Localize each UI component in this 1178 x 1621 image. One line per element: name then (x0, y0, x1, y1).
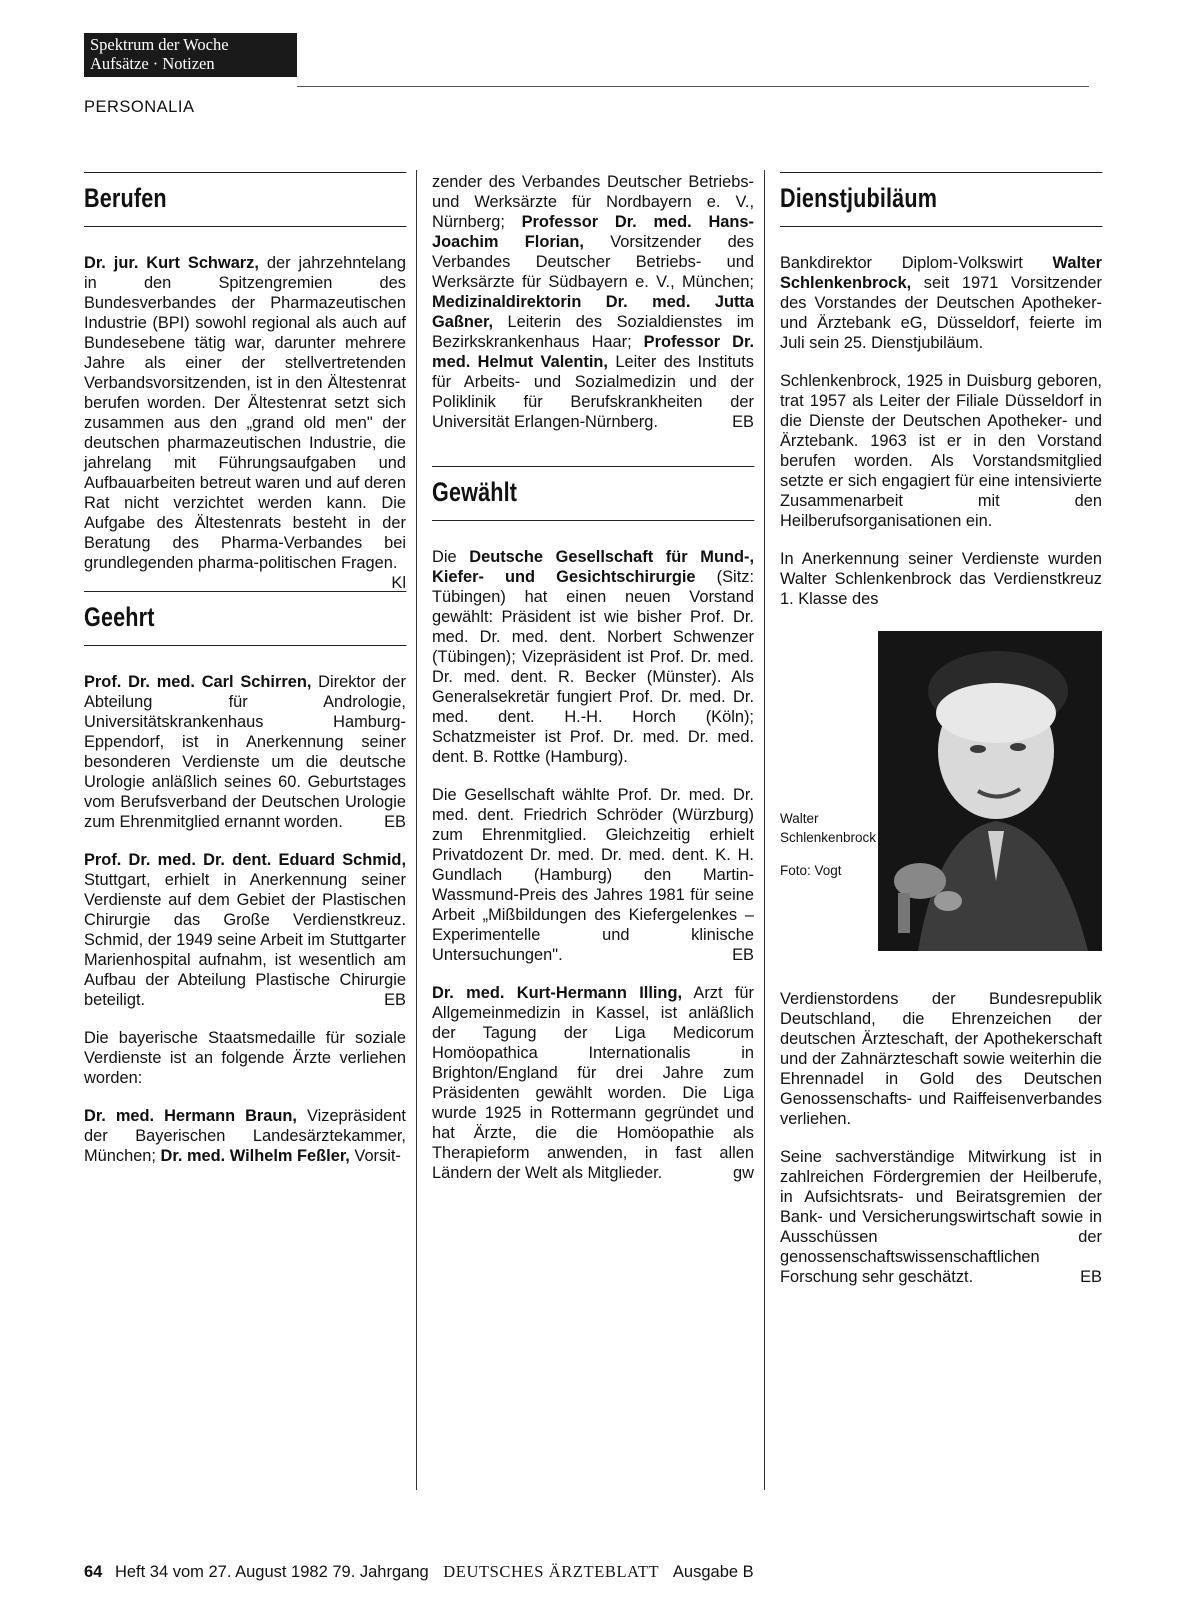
journal-title: DEUTSCHES ÄRZTEBLATT (443, 1562, 660, 1581)
rubric-line-1: Spektrum der Woche (90, 35, 229, 54)
article-text: Vorsitzender des Verbandes Deutscher Betriebs- und Werksärzte für Südbayern e. V., München; (432, 233, 754, 291)
heading-berufen: Berufen (84, 172, 406, 227)
article-illing (432, 983, 754, 1183)
author-sign: Kl (391, 574, 406, 592)
article-text: Die (432, 548, 470, 566)
heading-geehrt: Geehrt (84, 591, 406, 646)
article-schlenkenbrock (780, 253, 1102, 353)
column-divider (416, 170, 417, 1490)
page-number: 64 (84, 1563, 103, 1581)
rubric-box (84, 33, 297, 77)
heading-geehrt-wrap (84, 591, 406, 646)
edition: Ausgabe B (672, 1563, 754, 1581)
author-sign: EB (384, 813, 406, 831)
article-anerkennung: In Anerkennung seiner Verdienste wurden Walter Schlenkenbrock das Verdienstkreuz 1. Klasse des (780, 550, 1102, 608)
heading-gewaehlt: Gewählt (432, 466, 754, 521)
column-3 (780, 172, 1102, 1305)
article-text: Leiterin des Sozialdienstes im Bezirkskrankenhaus Haar; (432, 313, 754, 351)
article-text: Direktor der Abteilung für Andrologie, Universitätskrankenhaus Hamburg-Eppendorf, ist in Anerkennung seiner besonderen Verdienste um die deutsche Urologie anläßlich seines 60. Geburtstages vom Berufsverband der Deutschen Urologie zum Ehrenmitglied ernannt worden. (84, 673, 406, 831)
portrait-block (780, 631, 1102, 971)
column-1 (84, 172, 406, 1184)
article-text: Vizepräsident der Bayerischen Landesärztekammer, München; (84, 1107, 406, 1165)
heading-dienstjubilaeum: Dienstjubiläum (780, 172, 1102, 227)
issue-info: Heft 34 vom 27. August 1982 79. Jahrgang (114, 1563, 429, 1581)
column-divider (764, 170, 765, 1490)
person-name: Dr. med. Wilhelm Feßler, (160, 1147, 350, 1165)
portrait-photo (878, 631, 1102, 951)
heading-gewaehlt-wrap (432, 466, 754, 521)
article-text: (Sitz: Tübingen) hat einen neuen Vorstand gewählt: Präsident ist wie bisher Prof. Dr. med. Dr. med. dent. Norbert Schwenzer (Tübingen); Vizepräsident ist Prof. Dr. med. Dr. med. dent. R. Becker (Münster). Als Generalsekretär fungiert Prof. Dr. med. Dr. med. dent. H.-H. Horch (Köln); Schatzmeister ist Prof. Dr. med. Dr. med. dent. B. Rottke (Hamburg). (432, 568, 754, 766)
heading-dienstjubilaeum-wrap (780, 172, 1102, 227)
article-staatsmedaille: Die bayerische Staatsmedaille für soziale Verdienste ist an folgende Ärzte verliehen worden: (84, 1029, 406, 1087)
page-footer (84, 1562, 754, 1582)
author-sign: EB (732, 413, 754, 431)
person-name: Prof. Dr. med. Dr. dent. Eduard Schmid, (84, 851, 406, 869)
article-text: Vorsit- (349, 1147, 401, 1165)
section-label: PERSONALIA (84, 98, 195, 116)
article-text: seit 1971 Vorsitzender des Vorstandes der Deutschen Apotheker- und Ärztebank eG, Düsseldorf, feierte im Juli sein 25. Dienstjubiläum. (780, 274, 1102, 352)
article-schirren (84, 672, 406, 832)
person-name: Dr. med. Kurt-Hermann Illing, (432, 984, 683, 1002)
author-sign: EB (1080, 1268, 1102, 1286)
article-braun (84, 1106, 406, 1166)
author-sign: EB (732, 946, 754, 964)
article-gesellschaft (432, 547, 754, 767)
person-name: Dr. med. Hermann Braun, (84, 1107, 297, 1125)
article-text: der jahrzehntelang in den Spitzengremien des Bundesverbandes der Pharmazeutischen Industrie (BPI) sowohl regional als auch auf Bundesebene tätig war, darunter mehrere Jahre als einer der stellvertretenden Verbandsvorsitzenden, ist in den Ältestenrat berufen worden. Der Ältestenrat setzt sich zusammen aus den „grand old men" der deutschen pharmazeutischen Industrie, die jahrelang mit Führungsaufgaben und Aufbauarbeiten betreut waren und auf deren Rat nicht verzichtet werden kann. Die Aufgabe des Ältestenrats besteht in der Beratung des Pharma-Verbandes bei grundlegenden pharma-politischen Fragen. (84, 254, 406, 572)
article-text: zender des Verbandes Deutscher Betriebs- und Werksärzte für Nordbayern e. V., Nürnberg; (432, 173, 754, 231)
article-text: Seine sachverständige Mitwirkung ist in zahlreichen Fördergremien der Heilberufe, in Aufsichtsrats- und Beiratsgremien der Bank- und Versicherungswirtschaft sowie in Ausschüssen der genossenschaftswissenschaftlichen Forschung sehr geschätzt. (780, 1148, 1102, 1286)
article-text: Stuttgart, erhielt in Anerkennung seiner Verdienste auf dem Gebiet der Plastischen Chirurgie das Große Verdienstkreuz. Schmid, der 1949 seine Arbeit im Stuttgarter Marienhospital aufnahm, ist wesentlich am Aufbau der Abteilung Plastische Chirurgie beteiligt. (84, 871, 406, 1009)
article-text: Die Gesellschaft wählte Prof. Dr. med. Dr. med. dent. Friedrich Schröder (Würzburg) zum Ehrenmitglied. Gleichzeitig erhielt Privatdozent Dr. med. Dr. med. dent. K. H. Gundlach (Hamburg) den Martin-Wassmund-Preis des Jahres 1981 für seine Arbeit „Mißbildungen des Kiefergelenkes – Experimentelle und klinische Untersuchungen". (432, 786, 754, 964)
article-schmid (84, 850, 406, 1010)
article-medaille-continued (432, 172, 754, 432)
article-verdienstorden: Verdienstordens der Bundesrepublik Deutschland, die Ehrenzeichen der deutschen Ärzteschaft, der Apothekerschaft und der Zahnärzteschaft sowie weiterhin die Ehrennadel in Gold des Deutschen Genossenschafts- und Raiffeisenverbandes verliehen. (780, 990, 1102, 1128)
article-mitwirkung (780, 1147, 1102, 1287)
person-name: Walter Schlenkenbrock, (780, 254, 1102, 292)
top-rule (297, 86, 1089, 87)
article-text: Arzt für Allgemeinmedizin in Kassel, ist anläßlich der Tagung der Liga Medicorum Homöopathica Internationalis in Brighton/England für drei Jahre zum Präsidenten gewählt worden. Die Liga wurde 1925 in Rottermann gegründet und hat Ärzte, die die Homöopathie als Therapieform anwenden, in fast allen Ländern der Welt als Mitglieder. (432, 984, 754, 1182)
article-schwarz (84, 253, 406, 592)
author-sign: gw (733, 1164, 754, 1182)
person-name: Professor Dr. med. Hans-Joachim Florian, (432, 213, 754, 251)
portrait-illustration (878, 631, 1102, 951)
person-name: Prof. Dr. med. Carl Schirren, (84, 673, 312, 691)
article-biography: Schlenkenbrock, 1925 in Duisburg geboren, trat 1957 als Leiter der Filiale Düsseldorf in die Dienste der Deutschen Apotheker- und Ärztebank. 1963 ist er in den Vorstand berufen worden. Als Vorstandsmitglied setzte er sich engagiert für eine intensivierte Zusammenarbeit mit den Heilberufsorganisationen ein. (780, 372, 1102, 530)
organisation-name: Deutsche Gesellschaft für Mund-, Kiefer- und Gesichtschirurgie (432, 548, 754, 586)
person-name: Dr. jur. Kurt Schwarz, (84, 254, 259, 272)
article-ehrenmitglied (432, 785, 754, 965)
person-name: Medizinaldirektorin Dr. med. Jutta Gaßner, (432, 293, 754, 331)
photo-caption (780, 809, 876, 894)
person-name: Professor Dr. med. Helmut Valentin, (432, 333, 755, 371)
article-text: Bankdirektor Diplom-Volkswirt (780, 254, 1053, 272)
article-text: Leiter des Instituts für Arbeits- und Sozialmedizin und der Poliklinik für Berufskrankheiten der Universität Erlangen-Nürnberg. (432, 353, 754, 431)
caption-credit: Foto: Vogt (780, 863, 842, 878)
caption-name: Walter Schlenkenbrock (780, 811, 877, 845)
rubric-line-2: Aufsätze · Notizen (90, 54, 215, 73)
author-sign: EB (384, 991, 406, 1009)
heading-berufen-wrap (84, 172, 406, 227)
column-2 (432, 172, 754, 1201)
